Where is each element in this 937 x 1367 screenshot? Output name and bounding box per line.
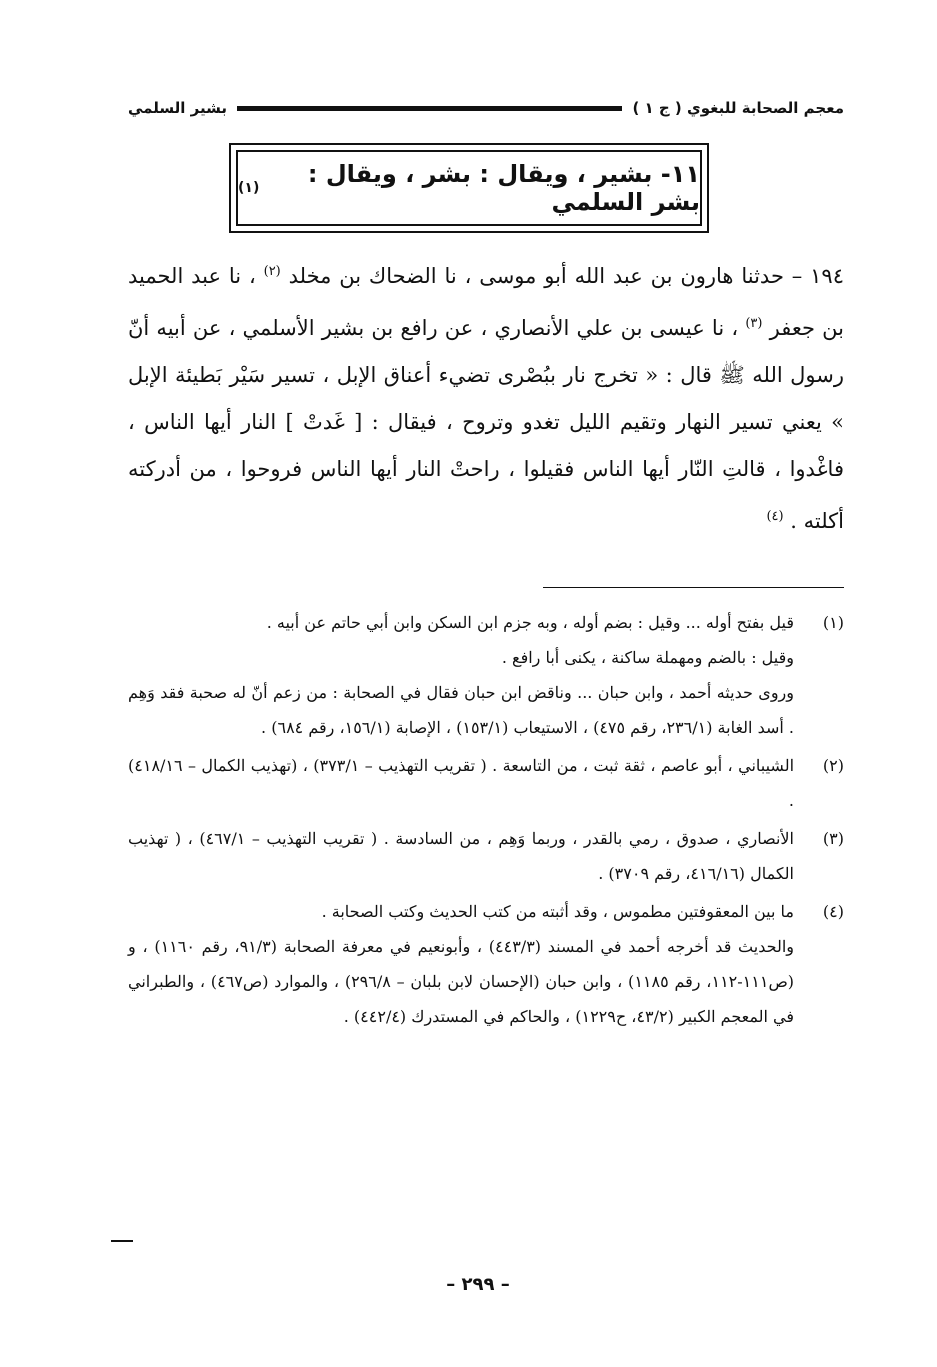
footnote: [128, 605, 844, 745]
footnote-line: وروى حديثه أحمد ، وابن حبان ... وناقض ابن حبان فقال في الصحابة : من زعم أنّ له صحبة فقد وَهِم . أسد الغابة (٢٣٦/١، رقم ٤٧٥) ، الاستيعاب (١٥٣/١) ، الإصابة (١٥٦/١، رقم ٦٨٤) .: [128, 683, 794, 737]
footnote-body: [128, 748, 794, 818]
chapter-title-box: [229, 143, 709, 233]
chapter-note-mark: (١): [238, 180, 260, 196]
footnote-number: (٢): [822, 756, 844, 775]
hadith-paragraph: [128, 248, 844, 545]
hadith-text-1: ١٩٤ – حدثنا هارون بن عبد الله أبو موسى ، نا الضحاك بن مخلد: [288, 264, 844, 288]
main-text: [128, 248, 844, 545]
footnote-line: والحديث قد أخرجه أحمد في المسند (٤٤٣/٣) ، وأبونعيم في معرفة الصحابة (٩١/٣، رقم ١١٦٠) ، و (ص١١١-١١٢، رقم ١١٨٥) ، وابن حبان (الإحسان لابن بلبان – ٢٩٦/٨) ، والموارد (ص٤٦٧) ، والطبراني في المعجم الكبير (٤٣/٢، ح١٢٢٩) ، والحاكم في المستدرك (٤٤٢/٤) .: [128, 937, 795, 1026]
chapter-title: ١١- بشير ، ويقال : بشر ، ويقال : بشر السلمي: [307, 160, 700, 216]
footnote: [128, 748, 844, 818]
footnote-number: (١): [822, 613, 844, 632]
hadith-text-3: ، نا عيسى بن علي الأنصاري ، عن رافع بن بشير الأسلمي ، عن أبيه أنّ رسول الله ﷺ قال : « تخرج نار ببُصْرى تضيء أعناق الإبل ، تسير سَيْر بَطيئة الإبل » يعني تسير النهار وتقيم الليل تغدو وتروح ، فيقال : [ غَدتْ ] النار أيها الناس ، فاغْدوا ، قالتِ النّار أيها الناس فقيلوا ، راحتْ النار أيها الناس فروحوا ، من أدركته أكلته .: [128, 316, 844, 533]
running-header: [128, 92, 844, 124]
footnote-body: [128, 894, 794, 1034]
book-title: معجم الصحابة للبغوي ( ج ١ ): [632, 99, 844, 117]
footnote-line: قيل بفتح أوله ... وقيل : بضم أوله ، وبه جزم ابن السكن وابن أبي حاتم عن أبيه .: [266, 613, 794, 632]
note-mark-4: (٤): [766, 509, 784, 524]
section-title: بشير السلمي: [128, 99, 227, 117]
footnote-line: الأنصاري ، صدوق ، رمي بالقدر ، وربما وَهِم ، من السادسة . ( تقريب التهذيب – ٤٦٧/١) ، ( تهذيب الكمال (٤١٦/١٦، رقم ٣٧٠٩) .: [128, 829, 795, 883]
footnote-line: وقيل : بالضم ومهملة ساكنة ، يكنى أبا رافع .: [501, 648, 794, 667]
footnote-line: الشيباني ، أبو عاصم ، ثقة ثبت ، من التاسعة . ( تقريب التهذيب – ٣٧٣/١) ، (تهذيب الكمال – ٤١٨/١٦) .: [128, 756, 795, 810]
end-rule: [111, 1240, 133, 1242]
hadith-text-2: ، نا عبد الحميد بن جعفر: [128, 264, 844, 340]
footnote-separator: [543, 587, 844, 588]
chapter-title-inner: [236, 150, 702, 226]
footnote-body: [128, 821, 794, 891]
footnote-number: (٤): [822, 902, 844, 921]
note-mark-2: (٢): [263, 264, 281, 279]
footnote-body: [128, 605, 794, 745]
page-number: – ٢٩٩ –: [446, 1274, 510, 1295]
footnotes: [128, 605, 844, 1037]
footnote: [128, 821, 844, 891]
note-mark-3: (٣): [745, 316, 763, 331]
footnote-line: ما بين المعقوفتين مطموس ، وقد أثبته من كتب الحديث وكتب الصحابة .: [321, 902, 794, 921]
footnote-number: (٣): [822, 829, 844, 848]
header-rule: [237, 106, 622, 111]
footnote: [128, 894, 844, 1034]
